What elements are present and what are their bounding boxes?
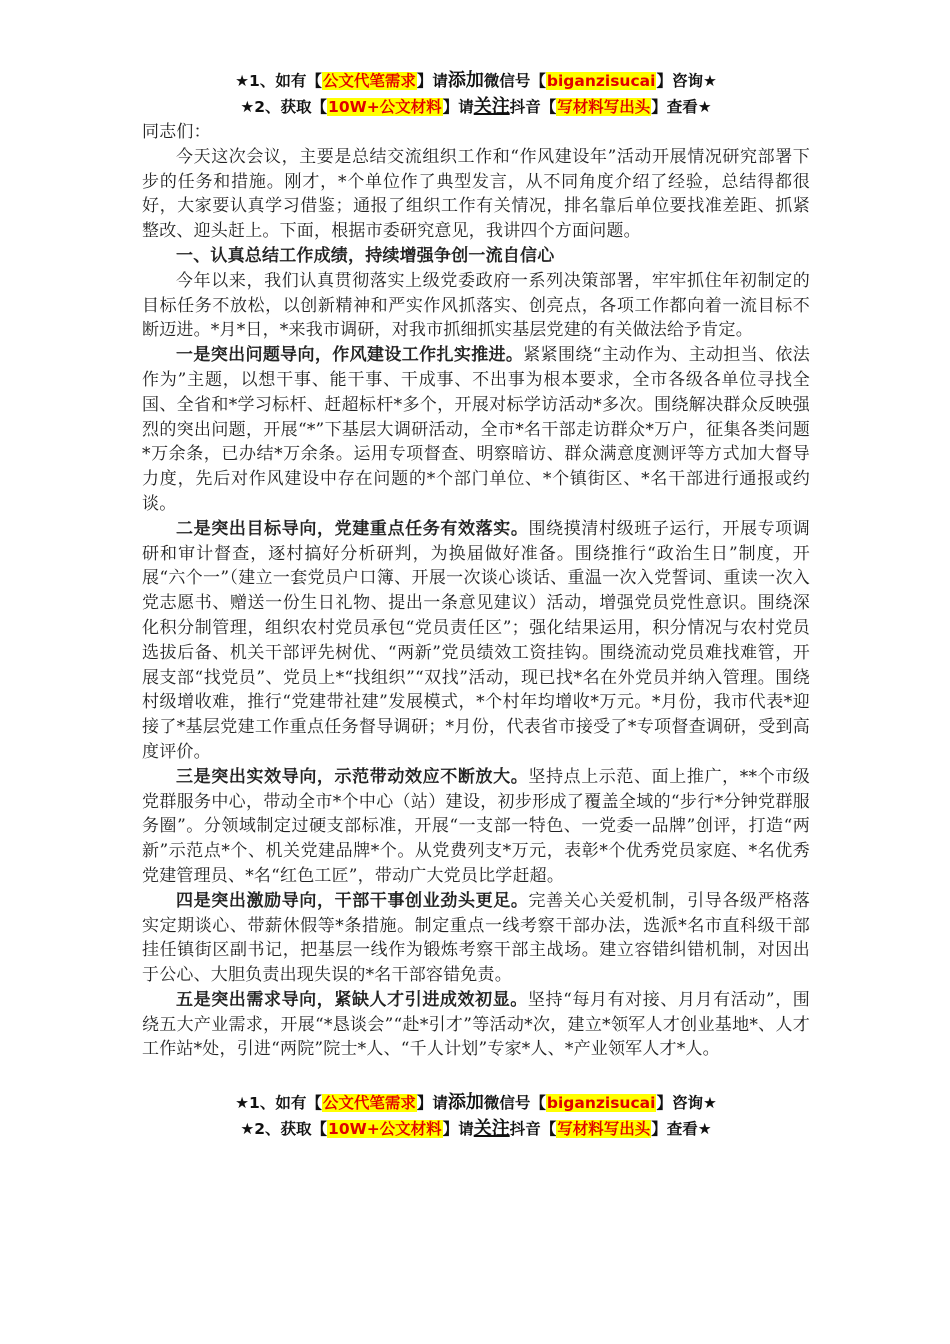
highlight-materials: 10W+公文材料 bbox=[328, 1120, 442, 1139]
point-lead: 二是突出目标导向，党建重点任务有效落实。 bbox=[176, 518, 529, 539]
highlight-wechat-id: biganzisucai bbox=[546, 72, 656, 90]
highlight-douyin-account: 写材料写出头 bbox=[557, 98, 651, 116]
promo-line-1: ★1、如有【公文代笔需求】请添加微信号【biganzisucai】咨询★ bbox=[235, 70, 717, 91]
highlight-ghostwriting: 公文代笔需求 bbox=[322, 1094, 416, 1113]
point-lead: 三是突出实效导向，示范带动效应不断放大。 bbox=[176, 766, 529, 787]
promo-line-1: ★1、如有【公文代笔需求】请添加微信号【biganzisucai】咨询★ bbox=[235, 1092, 717, 1114]
section-intro-paragraph: 今年以来，我们认真贯彻落实上级党委政府一系列决策部署，牢牢抓住年初制定的目标任务不放松，以创新精神和严实作风抓落实、创亮点，各项工作都向着一流目标不断迈进。*月*日，*来我市调研，对我市抓细抓实基层党建的有关做法给予肯定。 bbox=[142, 270, 810, 341]
point-lead: 五是突出需求导向，紧缺人才引进成效初显。 bbox=[176, 989, 528, 1010]
highlight-douyin-account: 写材料写出头 bbox=[557, 1120, 651, 1139]
highlight-wechat-id: biganzisucai bbox=[546, 1094, 656, 1113]
promo-banner-top bbox=[142, 68, 810, 120]
promo-line-2: ★2、获取【10W+公文材料】请关注抖音【写材料写出头】查看★ bbox=[240, 1118, 712, 1140]
promo-line-2: ★2、获取【10W+公文材料】请关注抖音【写材料写出头】查看★ bbox=[240, 96, 712, 117]
point-paragraph: 四是突出激励导向，干部干事创业劲头更足。完善关心关爱机制，引导各级严格落实定期谈心、带薪休假等*条措施。制定重点一线考察干部办法，选派*名市直科级干部挂任镇街区副书记，把基层一线作为锻炼考察干部主战场。建立容错纠错机制，对因出于公心、大胆负责出现失误的*名干部容错免责。 bbox=[142, 890, 811, 986]
point-paragraph: 一是突出问题导向，作风建设工作扎实推进。紧紧围绕“主动作为、主动担当、依法作为”主题，以想干事、能干事、干成事、不出事为根本要求，全市各级各单位寻找全国、全省和*学习标杆、赶超标杆*多个，开展对标学访活动*多次。围绕解决群众反映强烈的突出问题，开展“*”下基层大调研活动，全市*名干部走访群众*万户，征集各类问题*万余条，已办结*万余条。运用专项督查、明察暗访、群众满意度测评等方式加大督导力度，先后对作风建设中存在问题的*个部门单位、*个镇街区、*名干部进行通报或约谈。 bbox=[142, 345, 810, 514]
promo-banner-bottom bbox=[142, 1090, 810, 1142]
speech-body bbox=[142, 120, 810, 1062]
point-lead: 四是突出激励导向，干部干事创业劲头更足。 bbox=[176, 890, 529, 911]
intro-paragraph: 今天这次会议，主要是总结交流组织工作和“作风建设年”活动开展情况研究部署下步的任务和措施。刚才，*个单位作了典型发言，从不同角度介绍了经验，总结得都很好，大家要认真学习借鉴；通报了组织工作有关情况，排名靠后单位要找准差距、抓紧整改、迎头赶上。下面，根据市委研究意见，我讲四个方面问题。 bbox=[142, 146, 810, 242]
highlight-ghostwriting: 公文代笔需求 bbox=[322, 72, 416, 90]
point-paragraph: 三是突出实效导向，示范带动效应不断放大。坚持点上示范、面上推广，**个市级党群服务中心，带动全市*个中心（站）建设，初步形成了覆盖全域的“步行*分钟党群服务圈”。分领域制定过硬支部标准，开展“一支部一特色、一党委一品牌”创评，打造“两新”示范点*个、机关党建品牌*个。从党费列支*万元，表彰*个优秀党员家庭、*名优秀党建管理员、*名“红色工匠”，带动广大党员比学赶超。 bbox=[142, 766, 810, 886]
highlight-materials: 10W+公文材料 bbox=[328, 98, 442, 116]
document-page bbox=[142, 0, 810, 1142]
point-paragraph: 五是突出需求导向，紧缺人才引进成效初显。坚持“每月有对接、月月有活动”，围绕五大产业需求，开展“*恳谈会”“赴*引才”等活动*次，建立*领军人才创业基地*、人才工作站*处，引进“两院”院士*人、“千人计划”专家*人、*产业领军人才*人。 bbox=[142, 989, 811, 1060]
point-paragraph: 二是突出目标导向，党建重点任务有效落实。围绕摸清村级班子运行，开展专项调研和审计督查，逐村搞好分析研判，为换届做好准备。围绕推行“政治生日”制度，开展“六个一”（建立一套党员户口簿、开展一次谈心谈话、重温一次入党誓词、重读一次入党志愿书、赠送一份生日礼物、提出一条意见建议）活动，增强党员党性意识。围绕深化积分制管理，组织农村党员承包“党员责任区”；强化结果运用，积分情况与农村党员选拔后备、机关干部评先树优、“两新”党员绩效工资挂钩。围绕流动党员难找难管，开展支部“找党员”、党员上*“找组织”“双找”活动，现已找*名在外党员并纳入管理。围绕村级增收难，推行“党建带社建”发展模式，*个村年均增收*万元。*月份，我市代表*迎接了*基层党建工作重点任务督导调研；*月份，代表省市接受了*专项督查调研，受到高度评价。 bbox=[142, 518, 811, 762]
section-heading: 一、认真总结工作成绩，持续增强争创一流自信心 bbox=[176, 245, 555, 266]
point-lead: 一是突出问题导向，作风建设工作扎实推进。 bbox=[176, 345, 524, 366]
greeting: 同志们： bbox=[142, 122, 211, 142]
